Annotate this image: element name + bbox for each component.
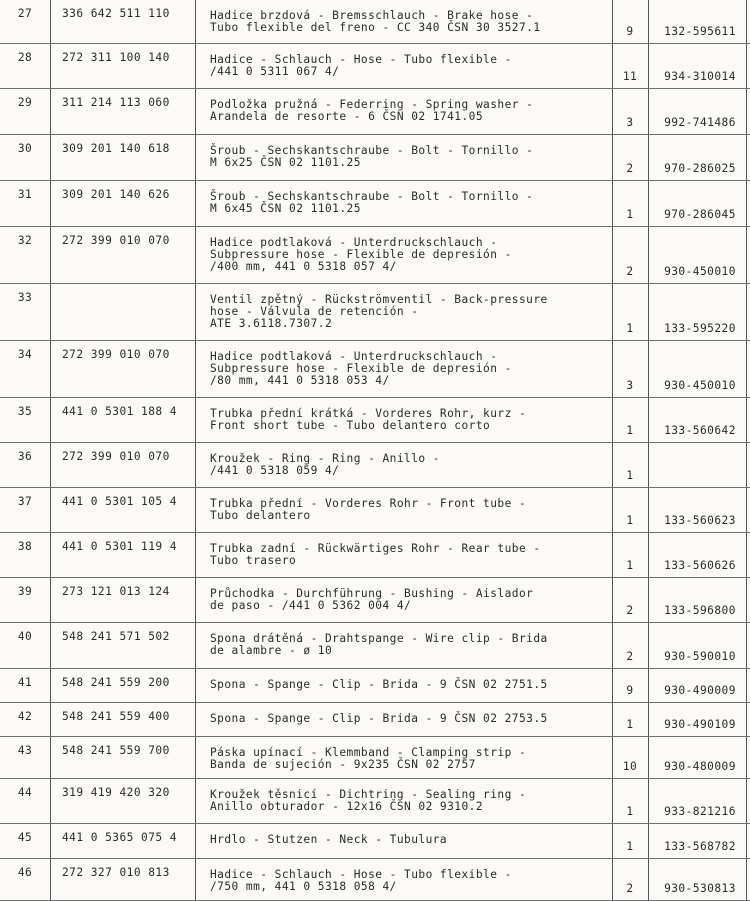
description-line: Páska upínací - Klemmband - Clamping strip - (210, 746, 527, 759)
quantity: 1 (626, 469, 634, 482)
table-row (0, 44, 750, 89)
description-line: Kroužek těsnicí - Dichtring - Sealing ring - (210, 788, 527, 801)
item-number: 40 (17, 630, 33, 643)
part-number: 336 642 511 110 (62, 7, 170, 20)
description-line: Hadice podtlaková - Unterdruckschlauch - (210, 350, 498, 363)
description-line: Trubka přední - Vorderes Rohr - Front tube - (210, 497, 527, 510)
description-line: Šroub - Sechskantschraube - Bolt - Tornillo - (210, 190, 534, 203)
quantity: 1 (626, 805, 634, 818)
catalog-number: 132-595611 (664, 25, 736, 38)
description-line: de alambre - ø 10 (210, 644, 333, 657)
quantity: 2 (626, 604, 634, 617)
part-number: 548 241 559 200 (62, 676, 170, 689)
item-number: 46 (17, 866, 33, 879)
table-row (0, 737, 750, 779)
catalog-number: 934-310014 (664, 70, 736, 83)
quantity: 1 (626, 322, 634, 335)
catalog-number: 133-560623 (664, 514, 736, 527)
description-line: Banda de sujeción - 9x235 ČSN 02 2757 (210, 758, 476, 771)
description-line: de paso - /441 0 5362 004 4/ (210, 599, 412, 612)
description-line: Spona - Spange - Clip - Brida - 9 ČSN 02 2751.5 (210, 678, 548, 691)
catalog-number: 930-450010 (664, 379, 736, 392)
table-row (0, 824, 750, 859)
quantity: 3 (626, 116, 634, 129)
catalog-number: 133-560626 (664, 559, 736, 572)
quantity: 2 (626, 162, 634, 175)
part-number: 441 0 5365 075 4 (62, 831, 177, 844)
description-line: Anillo obturador - 12x16 ČSN 02 9310.2 (210, 800, 484, 813)
item-number: 31 (17, 188, 33, 201)
description-line: Hadice brzdová - Bremsschlauch - Brake hose - (210, 9, 534, 22)
quantity: 1 (626, 559, 634, 572)
quantity: 10 (622, 760, 638, 773)
table-row (0, 135, 750, 181)
table-row (0, 398, 750, 443)
table-row (0, 488, 750, 533)
table-row (0, 533, 750, 578)
table-row (0, 284, 750, 341)
item-number: 42 (17, 710, 33, 723)
catalog-number: 133-560642 (664, 424, 736, 437)
catalog-number: 933-821216 (664, 805, 736, 818)
table-row (0, 578, 750, 623)
table-row (0, 779, 750, 824)
description-line: /80 mm, 441 0 5318 053 4/ (210, 374, 390, 387)
part-number: 441 0 5301 119 4 (62, 540, 177, 553)
quantity: 1 (626, 514, 634, 527)
table-row (0, 0, 750, 44)
item-number: 44 (17, 786, 33, 799)
item-number: 39 (17, 585, 33, 598)
part-number: 309 201 140 626 (62, 188, 170, 201)
description-line: Průchodka - Durchführung - Bushing - Aislador (210, 587, 534, 600)
item-number: 28 (17, 51, 33, 64)
catalog-number: 970-286045 (664, 208, 736, 221)
part-number: 311 214 113 060 (62, 96, 170, 109)
item-number: 37 (17, 495, 33, 508)
item-number: 33 (17, 291, 33, 304)
table-row (0, 669, 750, 703)
description-line: Front short tube - Tubo delantero corto (210, 419, 491, 432)
catalog-number: 970-286025 (664, 162, 736, 175)
quantity: 1 (626, 208, 634, 221)
table-row (0, 859, 750, 901)
description-line: Arandela de resorte - 6 ČSN 02 1741.05 (210, 110, 484, 123)
part-number: 272 399 010 070 (62, 450, 170, 463)
description-line: M 6x25 ČSN 02 1101.25 (210, 156, 361, 169)
description-line: Hrdlo - Stutzen - Neck - Tubulura (210, 833, 448, 846)
quantity: 1 (626, 424, 634, 437)
description-line: Hadice podtlaková - Unterdruckschlauch - (210, 236, 498, 249)
description-line: M 6x45 ČSN 02 1101.25 (210, 202, 361, 215)
description-line: Subpressure hose - Flexible de depresión - (210, 248, 512, 261)
quantity: 2 (626, 265, 634, 278)
part-number: 272 311 100 140 (62, 51, 170, 64)
description-line: Šroub - Sechskantschraube - Bolt - Tornillo - (210, 144, 534, 157)
catalog-number: 930-590010 (664, 650, 736, 663)
quantity: 11 (622, 70, 638, 83)
table-row (0, 703, 750, 737)
part-number: 272 399 010 070 (62, 348, 170, 361)
catalog-number: 930-530813 (664, 882, 736, 895)
description-line: /750 mm, 441 0 5318 058 4/ (210, 880, 397, 893)
quantity: 9 (626, 684, 634, 697)
part-number: 441 0 5301 105 4 (62, 495, 177, 508)
item-number: 32 (17, 234, 33, 247)
description-line: ATE 3.6118.7307.2 (210, 317, 333, 330)
table-row (0, 341, 750, 398)
catalog-number: 930-480009 (664, 760, 736, 773)
catalog-number: 992-741486 (664, 116, 736, 129)
quantity: 1 (626, 840, 634, 853)
catalog-number: 133-595220 (664, 322, 736, 335)
item-number: 36 (17, 450, 33, 463)
table-row (0, 443, 750, 488)
catalog-number: 930-490109 (664, 718, 736, 731)
description-line: Hadice - Schlauch - Hose - Tubo flexible - (210, 868, 512, 881)
description-line: hose - Válvula de retención - (210, 305, 419, 318)
quantity: 2 (626, 650, 634, 663)
part-number: 441 0 5301 188 4 (62, 405, 177, 418)
description-line: /400 mm, 441 0 5318 057 4/ (210, 260, 397, 273)
quantity: 3 (626, 379, 634, 392)
catalog-number: 930-490009 (664, 684, 736, 697)
description-line: Tubo delantero (210, 509, 311, 522)
item-number: 34 (17, 348, 33, 361)
description-line: Tubo trasero (210, 554, 297, 567)
table-row (0, 89, 750, 135)
description-line: Ventil zpětný - Rückströmventil - Back-pressure (210, 293, 548, 306)
description-line: Spona drátěná - Drahtspange - Wire clip - Brida (210, 632, 548, 645)
catalog-number: 133-596800 (664, 604, 736, 617)
part-number: 548 241 559 400 (62, 710, 170, 723)
item-number: 45 (17, 831, 33, 844)
quantity: 9 (626, 25, 634, 38)
part-number: 272 399 010 070 (62, 234, 170, 247)
quantity: 2 (626, 882, 634, 895)
item-number: 30 (17, 142, 33, 155)
catalog-number: 133-568782 (664, 840, 736, 853)
description-line: Podložka pružná - Federring - Spring washer - (210, 98, 534, 111)
quantity: 1 (626, 718, 634, 731)
item-number: 27 (17, 7, 33, 20)
description-line: Trubka zadní - Rückwärtiges Rohr - Rear tube - (210, 542, 541, 555)
part-number: 319 419 420 320 (62, 786, 170, 799)
description-line: /441 0 5318 059 4/ (210, 464, 340, 477)
item-number: 29 (17, 96, 33, 109)
part-number: 309 201 140 618 (62, 142, 170, 155)
description-line: Trubka přední krátká - Vorderes Rohr, kurz - (210, 407, 527, 420)
description-line: Subpressure hose - Flexible de depresión - (210, 362, 512, 375)
table-row (0, 623, 750, 669)
item-number: 43 (17, 744, 33, 757)
item-number: 35 (17, 405, 33, 418)
description-line: Hadice - Schlauch - Hose - Tubo flexible - (210, 53, 512, 66)
part-number: 548 241 571 502 (62, 630, 170, 643)
part-number: 272 327 010 813 (62, 866, 170, 879)
table-row (0, 227, 750, 284)
part-number: 273 121 013 124 (62, 585, 170, 598)
part-number: 548 241 559 700 (62, 744, 170, 757)
item-number: 38 (17, 540, 33, 553)
catalog-number: 930-450010 (664, 265, 736, 278)
description-line: Kroužek - Ring - Ring - Anillo - (210, 452, 440, 465)
description-line: Tubo flexible del freno - CC 340 ČSN 30 3527.1 (210, 21, 541, 34)
table-row (0, 181, 750, 227)
description-line: /441 0 5311 067 4/ (210, 65, 340, 78)
item-number: 41 (17, 676, 33, 689)
description-line: Spona - Spange - Clip - Brida - 9 ČSN 02 2753.5 (210, 712, 548, 725)
